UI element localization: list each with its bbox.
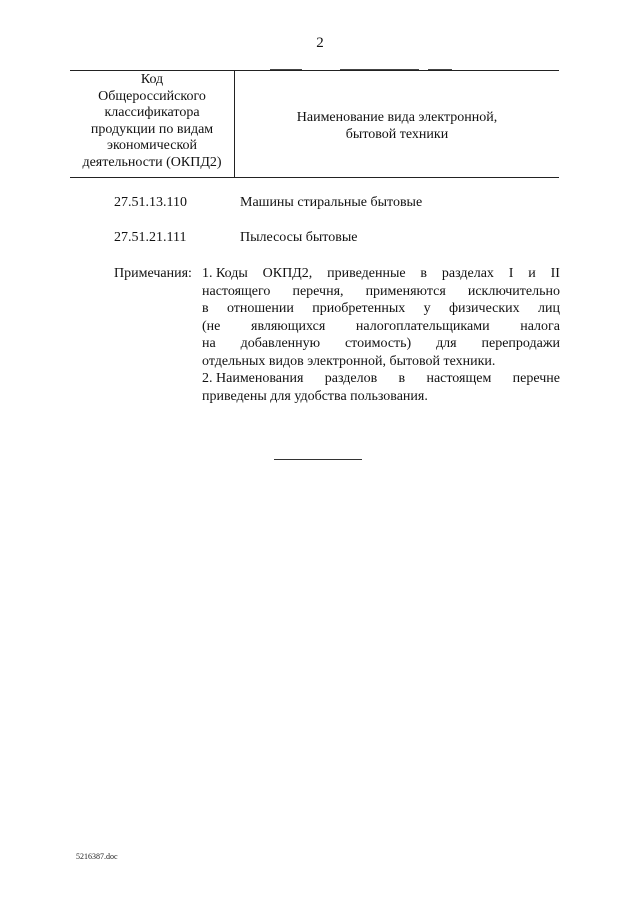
word: настоящего [202,283,271,299]
scan-artifact [355,69,419,70]
word: приобретенных [312,301,406,316]
word: стоимость) [344,336,412,351]
page-number: 2 [316,35,324,51]
word: на [202,336,216,351]
word: 2. Наименования [202,371,304,386]
word: исключительно [467,283,560,299]
word: в [202,301,209,316]
note1-line [202,283,560,301]
scan-artifact [428,69,452,70]
word: 1. Коды [202,266,248,281]
header-line: бытовой техники [345,127,449,142]
word: (не [202,318,221,334]
word: и [528,266,536,281]
row-name: Пылесосы бытовые [240,230,358,245]
word: перепродажи [481,336,560,351]
word: перечне [512,371,560,386]
word: I [508,266,514,281]
word: являющихся [251,318,326,334]
header-line: Код [140,72,164,87]
word: в [398,371,406,386]
word: II [550,266,560,281]
word: лиц [538,301,560,316]
word: отношении [226,301,294,316]
note-2-last-line: приведены для удобства пользования. [202,388,428,404]
word: настоящем [426,371,492,386]
word: разделах [441,266,494,281]
end-of-document-rule [274,459,362,460]
header-line: классификатора [104,105,200,120]
word: применяются [365,283,446,299]
header-line: экономической [106,138,198,153]
note-1 [202,265,560,353]
word: разделов [324,371,378,386]
header-okpd2-code [70,72,234,171]
header-line: Наименование вида электронной, [296,110,498,125]
header-line: продукции по видам [90,121,214,137]
row-name: Машины стиральные бытовые [240,195,423,210]
note-1-last-line: отдельных видов электронной, бытовой техники. [202,353,496,369]
note2-line [202,370,560,388]
note1-line [202,265,560,283]
header-line: деятельности (ОКПД2) [82,154,222,170]
table-header [70,70,559,178]
scan-artifact [270,69,302,70]
note-2 [202,370,560,388]
note1-line [202,335,560,353]
word: в [420,266,428,281]
notes-label: Примечания: [114,266,192,281]
notes-body [202,265,560,405]
word: перечня, [292,283,344,299]
header-line: Общероссийского [98,88,206,104]
word: ОКПД2, [262,266,313,281]
row-code: 27.51.13.110 [114,195,187,210]
word: налогоплательщиками [355,318,490,334]
header-equipment-name [235,109,559,143]
word: налога [520,318,560,334]
note1-line [202,300,560,318]
note1-line [202,318,560,336]
word: приведенные [327,266,406,281]
row-code: 27.51.21.111 [114,230,187,245]
word: добавленную [240,336,321,351]
word: физических [448,301,520,316]
footer-filename: 5216387.doc [76,852,118,861]
word: у [423,301,431,316]
word: для [436,336,457,351]
